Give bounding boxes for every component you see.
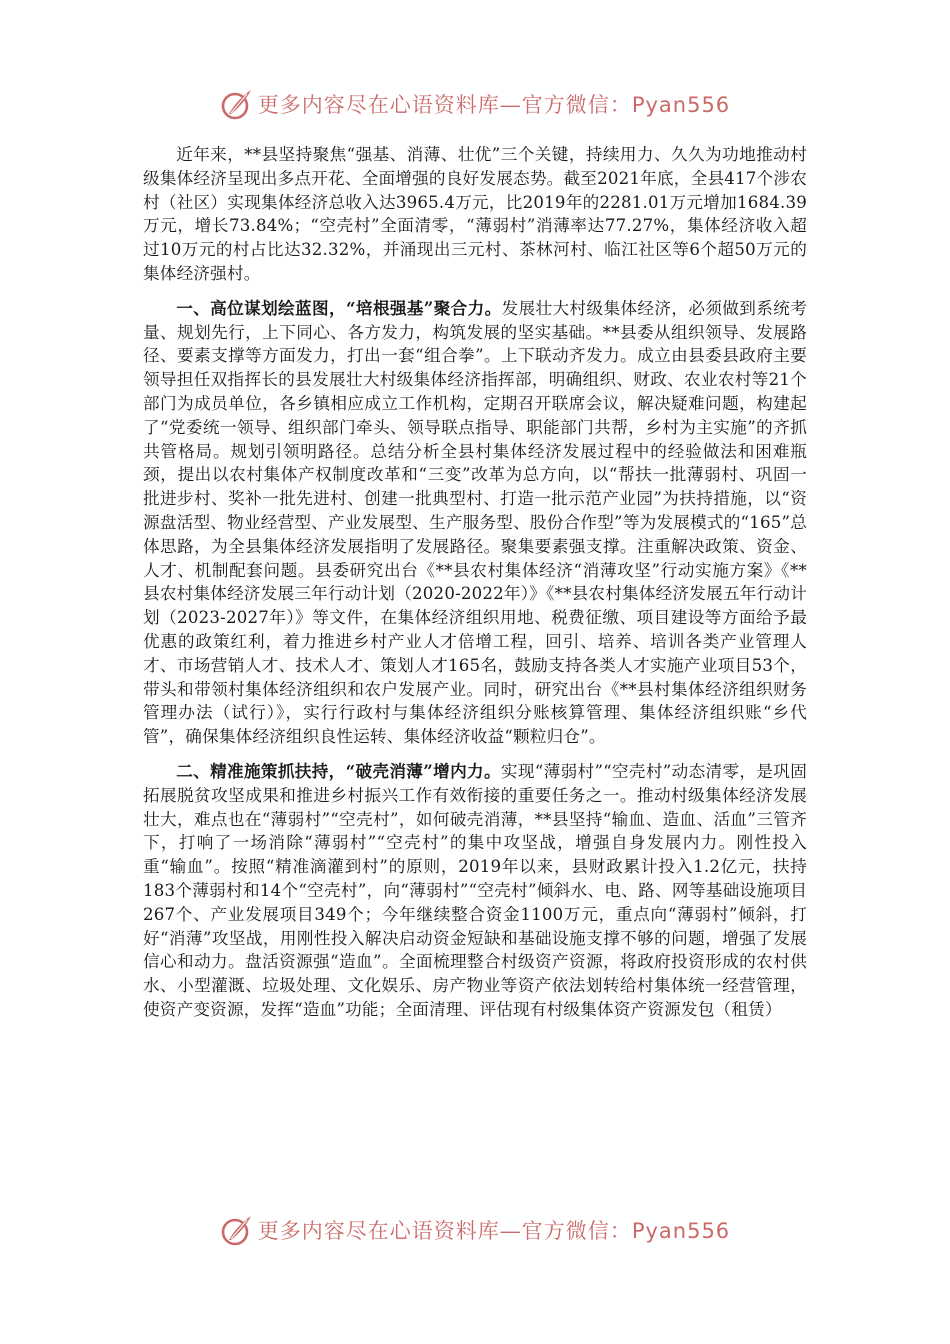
wechat-id: Pyan556 — [631, 93, 731, 117]
wechat-id: Pyan556 — [631, 1219, 731, 1243]
footer-watermark — [0, 1210, 950, 1250]
watermark-text: 更多内容尽在心语资料库—官方微信：Pyan556 — [257, 1219, 731, 1243]
section-two-heading: 二、精准施策抓扶持，“破壳消薄”增内力。 — [176, 760, 501, 781]
section-one-heading: 一、高位谋划绘蓝图，“培根强基”聚合力。 — [176, 297, 502, 318]
watermark-text: 更多内容尽在心语资料库—官方微信：Pyan556 — [257, 93, 731, 117]
feather-pen-logo-icon — [220, 87, 254, 121]
document-body — [143, 143, 807, 1033]
section-two-paragraph: 二、精准施策抓扶持，“破壳消薄”增内力。实现“薄弱村”“空壳村”动态清零，是巩固拓展脱贫攻坚成果和推进乡村振兴工作有效衔接的重要任务之一。推动村级集体经济发展壮大，难点也在“薄弱村”“空壳村”，如何破壳消薄，**县坚持“输血、造血、活血”三管齐下，打响了一场消除“薄弱村”“空壳村”的集中攻坚战，增强自身发展内力。刚性投入重“输血”。按照“精准滴灌到村”的原则，2019年以来，县财政累计投入1.2亿元，扶持183个薄弱村和14个“空壳村”，向“薄弱村”“空壳村”倾斜水、电、路、网等基础设施项目267个、产业发展项目349个；今年继续整合资金1100万元，重点向“薄弱村”倾斜，打好“消薄”攻坚战，用刚性投入解决启动资金短缺和基础设施支撑不够的问题，增强了发展信心和动力。盘活资源强“造血”。全面梳理整合村级资产资源，将政府投资形成的农村供水、小型灌溉、垃圾处理、文化娱乐、房产物业等资产依法划转给村集体统一经营管理，使资产变资源，发挥“造血”功能；全面清理、评估现有村级集体资产资源发包（租赁） — [143, 760, 808, 1019]
header-watermark — [0, 84, 950, 124]
section-one-paragraph: 一、高位谋划绘蓝图，“培根强基”聚合力。发展壮大村级集体经济，必须做到系统考量、规划先行，上下同心、各方发力，构筑发展的坚实基础。**县委从组织领导、发展路径、要素支撑等方面发力，打出一套“组合拳”。上下联动齐发力。成立由县委县政府主要领导担任双指挥长的县发展壮大村级集体经济指挥部，明确组织、财政、农业农村等21个部门为成员单位，各乡镇相应成立工作机构，定期召开联席会议，解决疑难问题，构建起了“党委统一领导、组织部门牵头、领导联点指导、职能部门共帮，乡村为主实施”的齐抓共管格局。规划引领明路径。总结分析全县村集体经济发展过程中的经验做法和困难瓶颈，提出以农村集体产权制度改革和“三变”改革为总方向，以“帮扶一批薄弱村、巩固一批进步村、奖补一批先进村、创建一批典型村、打造一批示范产业园”为扶持措施，以“资源盘活型、物业经营型、产业发展型、生产服务型、股份合作型”等为发展模式的“165”总体思路，为全县集体经济发展指明了发展路径。聚集要素强支撑。注重解决政策、资金、人才、机制配套问题。县委研究出台《**县农村集体经济“消薄攻坚”行动实施方案》《**县农村集体经济发展三年行动计划（2020-2022年）》《**县农村集体经济发展五年行动计划（2023-2027年）》等文件，在集体经济组织用地、税费征缴、项目建设等方面给予最优惠的政策红利，着力推进乡村产业人才倍增工程，回引、培养、培训各类产业管理人才、市场营销人才、技术人才、策划人才165名，鼓励支持各类人才实施产业项目53个，带头和带领村集体经济组织和农户发展产业。同时，研究出台《**县村集体经济组织财务管理办法（试行）》，实行行政村与集体经济组织分账核算管理、集体经济组织账“乡代管”，确保集体经济组织良性运转、集体经济收益“颗粒归仓”。 — [143, 297, 807, 747]
intro-paragraph: 近年来，**县坚持聚焦“强基、消薄、壮优”三个关键，持续用力、久久为功地推动村级集体经济呈现出多点开花、全面增强的良好发展态势。截至2021年底，全县417个涉农村（社区）实现集体经济总收入达3965.4万元，比2019年的2281.01万元增加1684.39万元，增长73.84%；“空壳村”全面清零，“薄弱村”消薄率达77.27%，集体经济收入超过10万元的村占比达32.32%，并涌现出三元村、茶林河村、临江社区等6个超50万元的集体经济强村。 — [143, 145, 807, 283]
feather-pen-logo-icon — [220, 1213, 254, 1247]
